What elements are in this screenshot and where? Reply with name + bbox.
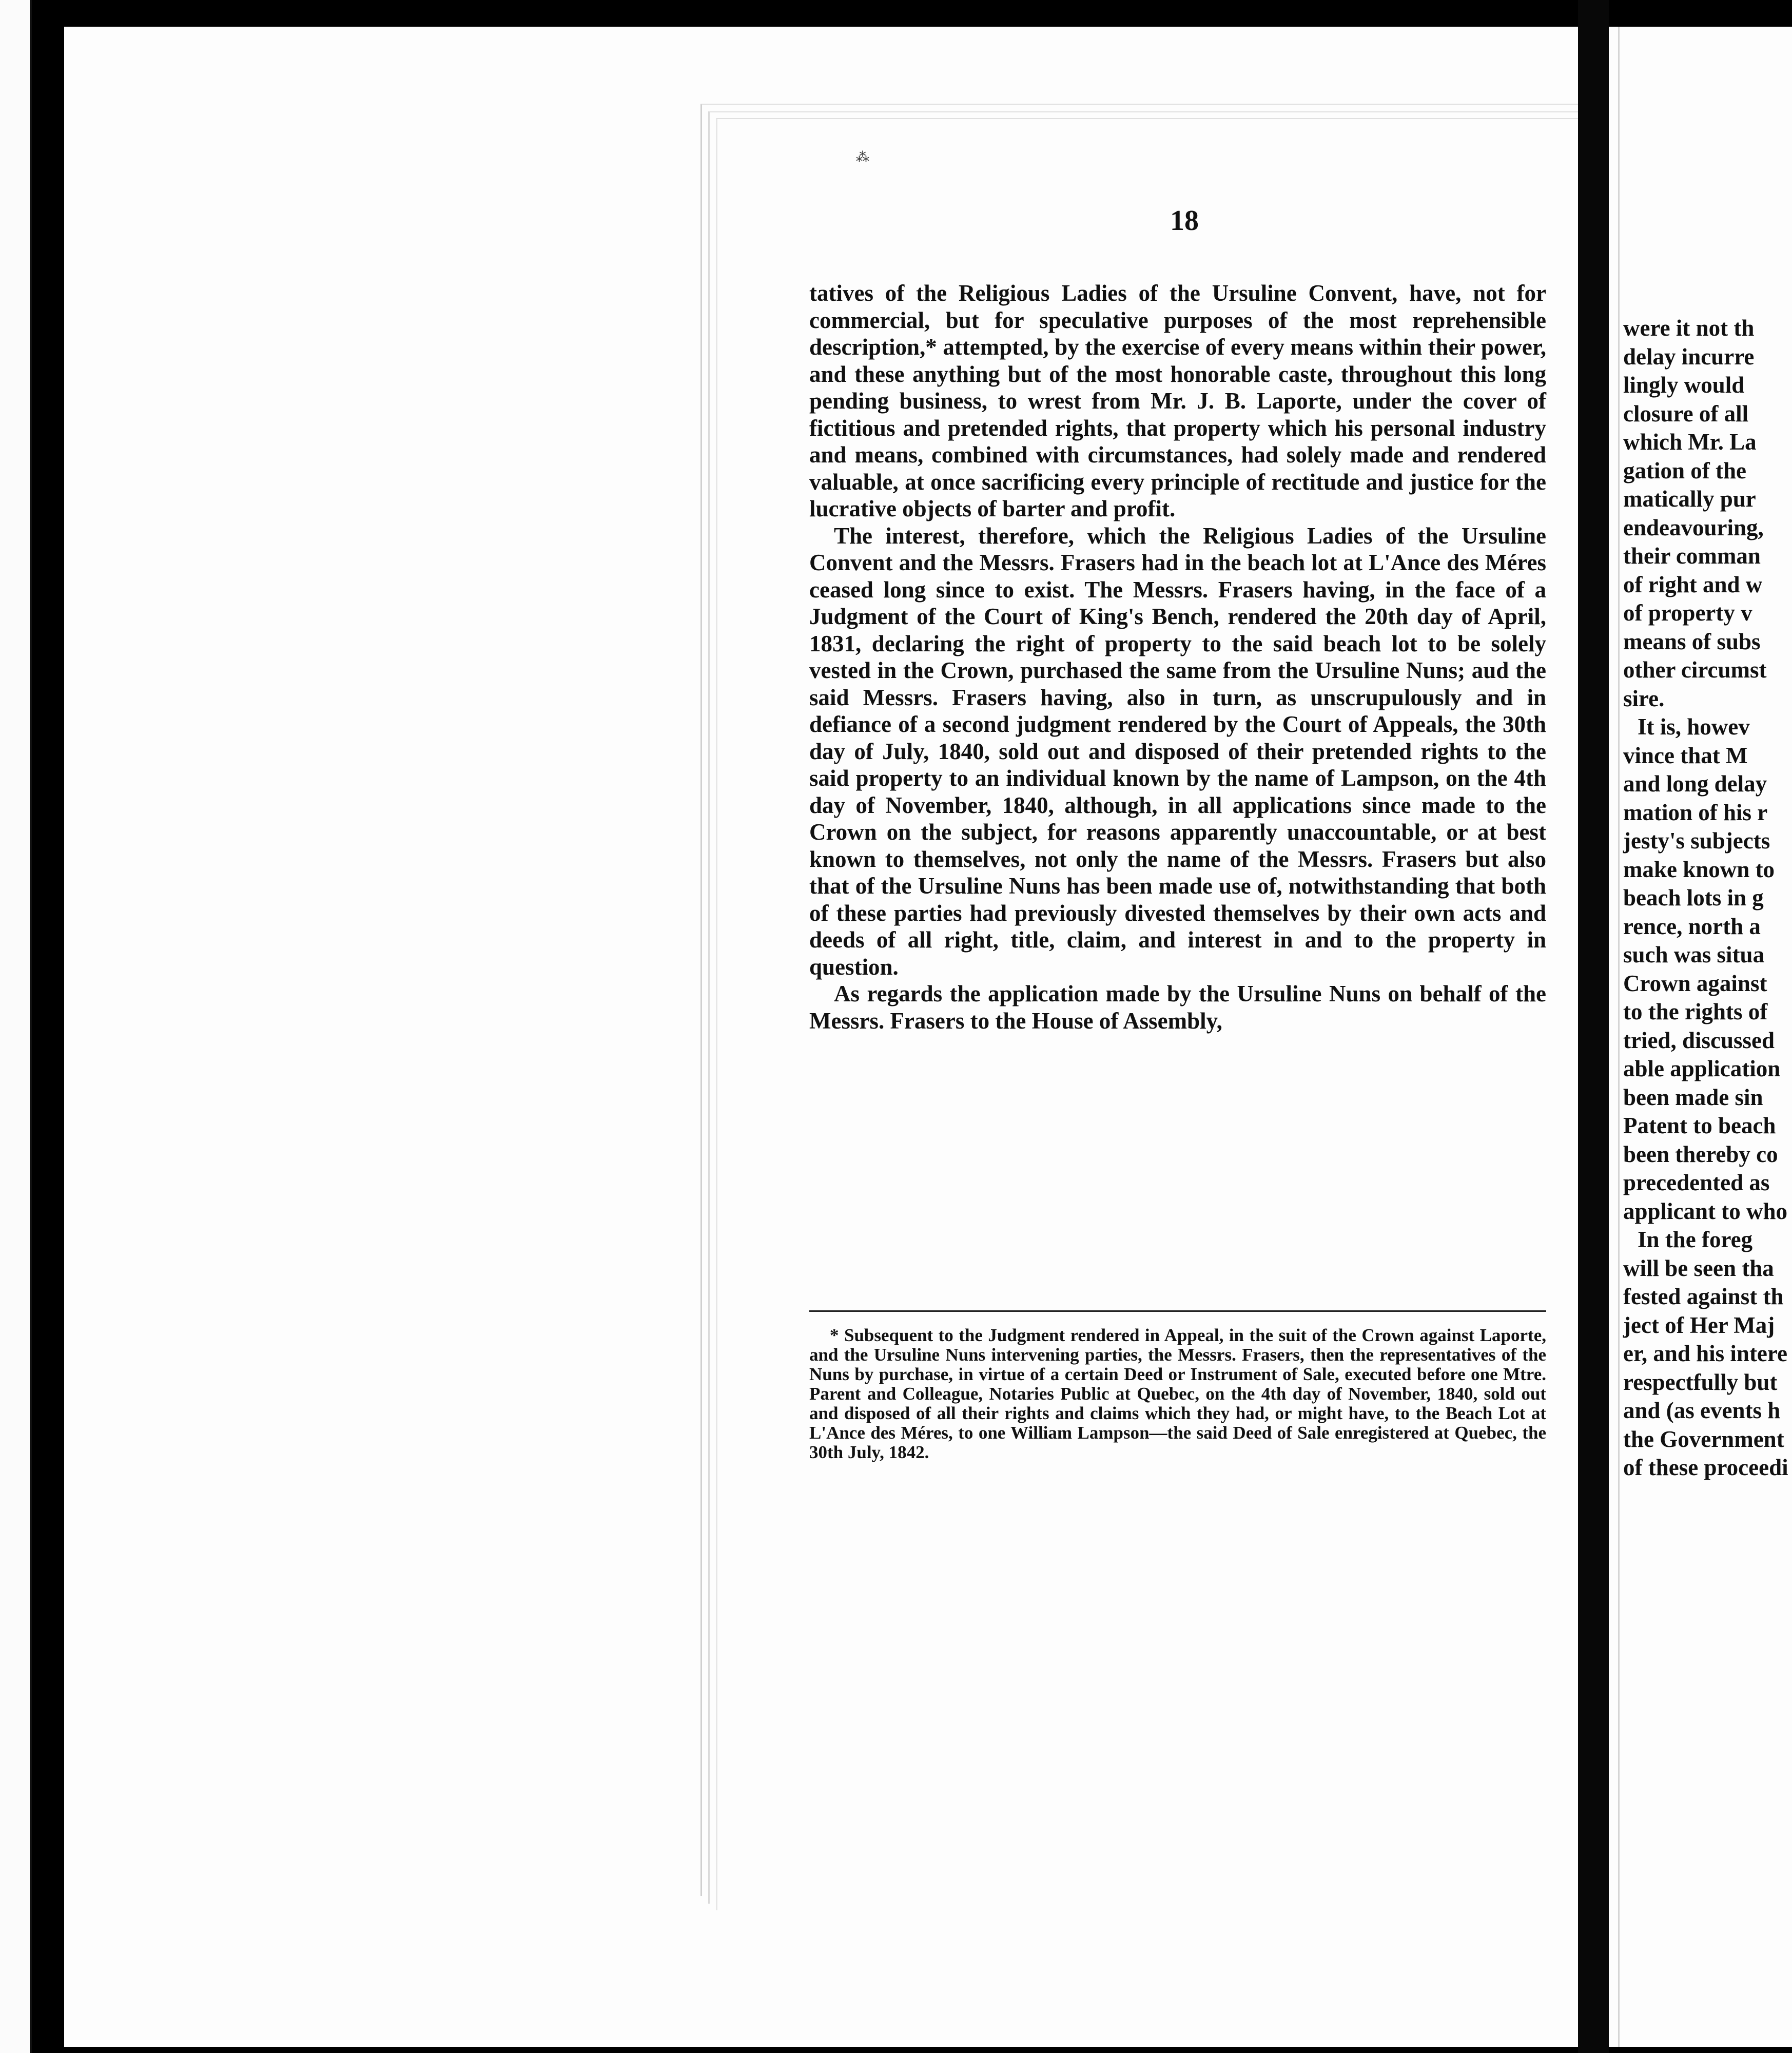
facing-page-line: their comman (1623, 543, 1761, 569)
facing-page-line: been made sin (1623, 1084, 1763, 1110)
facing-page-line: beach lots in g (1623, 885, 1764, 911)
facing-page-line: precedented as (1623, 1170, 1770, 1195)
facing-page-line: fested against th (1623, 1284, 1784, 1309)
paragraph: The interest, therefore, which the Religious Ladies of the Ursuline Convent and the Messrs. Frasers had in the beach lot at L'Ance des Méres ceased long since to exist. The Messrs. Frasers having, in the face of a Judgment of the Court of King's Bench, rendered the 20th day of April, 1831, declaring the right of property to the said beach lot to be solely vested in the Crown, purchased the same from the Ursuline Nuns; aud the said Messrs. Frasers having, also in turn, as unscrupulously and in defiance of a second judgment rendered by the Court of Appeals, the 30th day of July, 1840, sold out and disposed of their pretended rights to the said property to an individual known by the name of Lampson, on the 4th day of November, 1840, although, in all applications since made to the Crown on the subject, for reasons apparently unaccountable, or at best known to themselves, not only the name of the Messrs. Frasers but also that of the Ursuline Nuns has been made use of, notwithstanding that both of these parties had previously divested themselves by their own acts and deeds of all right, title, claim, and interest in and to the property in question. (809, 522, 1546, 980)
facing-page-line: gation of the (1623, 457, 1746, 483)
facing-page-text (1623, 314, 1792, 1482)
facing-page-line: delay incurre (1623, 343, 1755, 370)
facing-page-line: Crown against (1623, 970, 1767, 996)
main-body-text (809, 280, 1546, 1034)
facing-page-line: vince that M (1623, 742, 1748, 768)
facing-page-right (1609, 27, 1792, 2047)
facing-page-line: which Mr. La (1623, 429, 1757, 455)
facing-page-line: of property v (1623, 600, 1752, 626)
facing-page-line: and long delay (1623, 771, 1767, 797)
paragraph: tatives of the Religious Ladies of the Ursuline Convent, have, not for commercial, but for speculative purposes of the most reprehensible description,* attempted, by the exercise of every means within their power, and these anything but of the most honorable caste, throughout this long pending business, to wrest from Mr. J. B. Laporte, under the cover of fictitious and pretended rights, that property which his personal industry and means, combined with circumstances, had solely made and rendered valuable, at once sacrificing every principle of rectitude and justice for the lucrative objects of barter and profit. (809, 280, 1546, 521)
facing-page-line: make known to (1623, 856, 1775, 882)
facing-page-line: matically pur (1623, 486, 1756, 512)
facing-page-line: able application (1623, 1056, 1781, 1081)
facing-page-line: In the foreg (1638, 1227, 1753, 1252)
footnote-divider (809, 1310, 1546, 1312)
facing-page-line: respectfully but (1623, 1369, 1778, 1395)
book-spine-shadow (1578, 0, 1609, 2053)
facing-page-line: been thereby co (1623, 1141, 1778, 1167)
footnote: * Subsequent to the Judgment rendered in Appeal, in the suit of the Crown against Laporte, and the Ursuline Nuns intervening parties, the Messrs. Frasers, then the representatives of the Nuns by purchase, in virtue of a certain Deed or Instrument of Sale, executed before one Mtre. Parent and Colleague, Notaries Public at Quebec, on the 4th day of November, 1840, sold out and disposed of all their rights and claims which they had, or might have, to the Beach Lot at L'Ance des Méres, to one William Lampson—the said Deed of Sale enregistered at Quebec, the 30th July, 1842. (809, 1325, 1546, 1462)
facing-page-line: mation of his r (1623, 799, 1768, 825)
facing-page-line: lingly would (1623, 372, 1745, 398)
facing-page-line: tried, discussed (1623, 1027, 1775, 1053)
facing-page-line: sire. (1623, 685, 1665, 711)
facing-page-line: er, and his intere (1623, 1341, 1788, 1366)
facing-page-line: Patent to beach (1623, 1113, 1776, 1138)
facing-page-line: jesty's subjects (1623, 828, 1770, 854)
facing-page-line: were it not th (1623, 315, 1755, 341)
facing-page-line: the Government (1623, 1426, 1784, 1452)
facing-page-line: means of subs (1623, 628, 1761, 654)
facing-page-line: endeavouring, (1623, 514, 1764, 540)
facing-page-line: closure of all (1623, 400, 1749, 427)
adjacent-page-left-edge (0, 0, 32, 2053)
facing-page-line: ject of Her Maj (1623, 1312, 1775, 1338)
facing-page-line: applicant to who (1623, 1198, 1788, 1224)
facing-page-line: of right and w (1623, 571, 1763, 597)
page-number: 18 (1170, 205, 1199, 237)
facing-page-edge (1609, 27, 1620, 2047)
facing-page-line: other circumst (1623, 657, 1767, 683)
facing-page-line: to the rights of (1623, 999, 1768, 1024)
facing-page-line: such was situa (1623, 942, 1765, 967)
facing-page-line: It is, howev (1638, 714, 1750, 740)
facing-page-line: will be seen tha (1623, 1255, 1774, 1281)
facing-page-line: and (as events h (1623, 1398, 1781, 1423)
paragraph: As regards the application made by the Ursuline Nuns on behalf of the Messrs. Frasers to the House of Assembly, (809, 981, 1546, 1034)
ink-speck-mark: ⁂ (856, 150, 869, 165)
facing-page-line: rence, north a (1623, 913, 1761, 939)
facing-page-line: of these proceedi (1623, 1455, 1788, 1480)
